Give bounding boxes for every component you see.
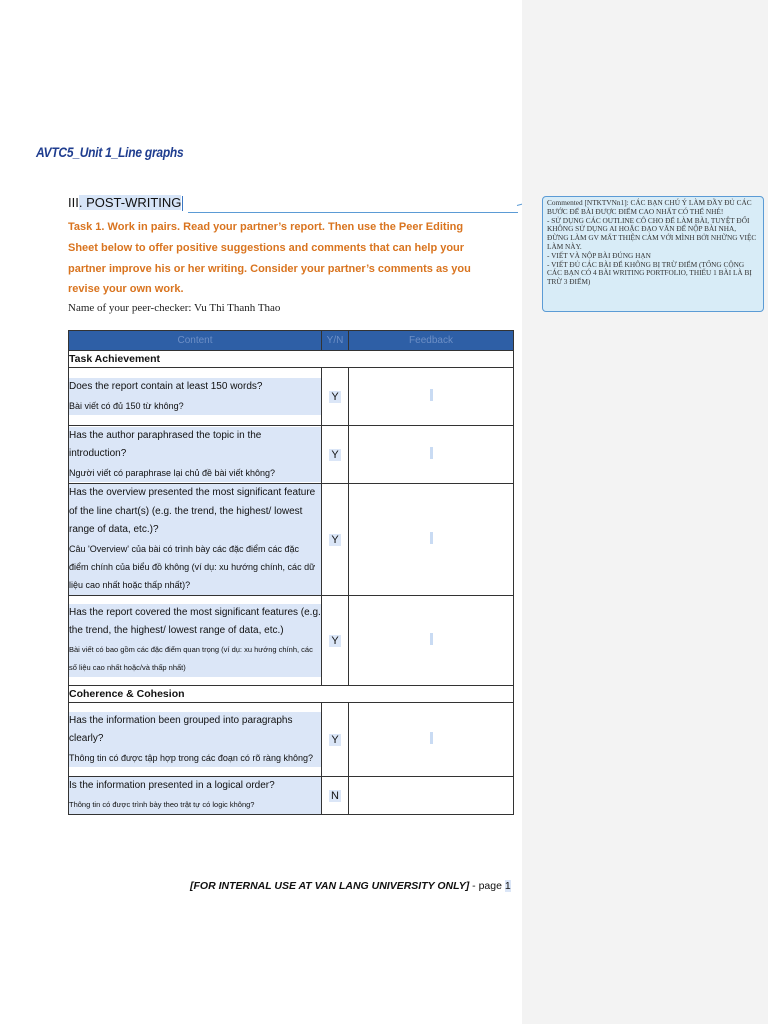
criterion-vi: Bài viết có bao gồm các đặc điểm quan trọng (ví dụ: xu hướng chính, các số liệu cao nhất hoặc/và thấp nhất) — [69, 641, 321, 678]
yn-cell[interactable] — [322, 703, 349, 777]
table-header-row — [69, 331, 514, 351]
criterion-en: Has the overview presented the most significant feature of the line chart(s) (e.g. the trend, the highest/ lowest range of data, etc.)? — [69, 484, 321, 539]
peer-editing-table — [68, 330, 514, 815]
document-title: AVTC5_Unit 1_Line graphs — [36, 144, 184, 160]
table-row — [69, 368, 514, 426]
yn-value: Y — [331, 634, 339, 647]
criterion-vi: Câu 'Overview' của bài có trình bày các đặc điểm các đặc điểm chính của biểu đồ không (ví dụ: xu hướng chính, các dữ liệu cao nhất hoặc thấp nhất)? — [69, 540, 321, 595]
section-prefix: III — [68, 195, 79, 210]
table-row — [69, 596, 514, 686]
criterion-en: Does the report contain at least 150 words? — [69, 378, 321, 396]
criterion-en: Has the author paraphrased the topic in the introduction? — [69, 427, 321, 464]
content-cell[interactable] — [69, 426, 322, 484]
comment-balloon[interactable] — [542, 196, 764, 312]
content-cell[interactable] — [69, 777, 322, 815]
feedback-cell[interactable] — [349, 703, 514, 777]
yn-cell[interactable] — [322, 368, 349, 426]
feedback-cell[interactable] — [349, 426, 514, 484]
yn-cell[interactable] — [322, 596, 349, 686]
yn-value: Y — [331, 448, 339, 461]
page-footer — [190, 880, 511, 892]
footer-page-label: - page — [469, 880, 505, 892]
criterion-en: Has the report covered the most significant features (e.g. the trend, the highest/ lowest range of data, etc.) — [69, 604, 321, 641]
comment-anchor-line — [188, 212, 518, 213]
text-cursor — [182, 196, 183, 211]
feedback-placeholder — [430, 532, 433, 544]
criterion-en: Is the information presented in a logical order? — [69, 777, 321, 795]
criterion-vi: Thông tin có được trình bày theo trật tự có logic không? — [69, 796, 321, 814]
content-cell[interactable] — [69, 596, 322, 686]
section-heading[interactable] — [68, 195, 184, 211]
section-row-task-achievement — [69, 351, 514, 368]
comment-line: - SỬ DỤNG CÁC OUTLINE CÔ CHO ĐỂ LÀM BÀI, TUYỆT ĐỐI KHÔNG SỬ DỤNG AI HOẶC ĐẠO VĂN ĐỂ NỘP BÀI NHA, ĐỪNG LÀM GV MẤT THIỆN CẢM VỚI MÌNH BỞI NHỮNG VIỆC LÀM NÀY. — [547, 215, 759, 251]
header-content: Content — [69, 331, 322, 351]
feedback-cell[interactable] — [349, 484, 514, 596]
yn-value: Y — [331, 533, 339, 546]
task-instructions: Task 1. Work in pairs. Read your partner’s report. Then use the Peer Editing Sheet below to offer positive suggestions and comments that can help your partner improve his or her writing. Consider your partner’s comments as you revise your own work. — [68, 221, 471, 296]
table-row — [69, 426, 514, 484]
comments-margin-pane — [522, 0, 768, 1024]
criterion-en: Has the information been grouped into paragraphs clearly? — [69, 712, 321, 749]
feedback-placeholder — [430, 389, 433, 401]
table-row — [69, 777, 514, 815]
comment-line: - VIẾT ĐỦ CÁC BÀI ĐỂ KHÔNG BỊ TRỪ ĐIỂM (TỔNG CỘNG CÁC BẠN CÓ 4 BÀI WRITING PORTFOLIO, THIẾU 1 BÀI LÀ BỊ TRỪ 3 ĐIỂM) — [547, 259, 754, 287]
feedback-placeholder — [430, 633, 433, 645]
footer-text: [FOR INTERNAL USE AT VAN LANG UNIVERSITY ONLY] — [190, 880, 470, 892]
feedback-cell[interactable] — [349, 777, 514, 815]
criterion-vi: Bài viết có đủ 150 từ không? — [69, 397, 321, 415]
feedback-placeholder — [430, 732, 433, 744]
footer-page-number: 1 — [504, 880, 511, 892]
feedback-placeholder — [430, 447, 433, 459]
yn-cell[interactable] — [322, 484, 349, 596]
content-cell[interactable] — [69, 484, 322, 596]
yn-cell[interactable] — [322, 426, 349, 484]
header-feedback: Feedback — [349, 331, 514, 351]
feedback-cell[interactable] — [349, 596, 514, 686]
section-title-cell: Coherence & Cohesion — [69, 686, 514, 703]
table-row — [69, 484, 514, 596]
criterion-vi: Thông tin có được tập hợp trong các đoạn có rõ ràng không? — [69, 749, 321, 767]
comment-line: - VIẾT VÀ NỘP BÀI ĐÚNG HẠN — [547, 250, 651, 260]
table-row — [69, 703, 514, 777]
content-cell[interactable] — [69, 703, 322, 777]
feedback-cell[interactable] — [349, 368, 514, 426]
content-cell[interactable] — [69, 368, 322, 426]
yn-value: Y — [331, 733, 339, 746]
header-yn: Y/N — [322, 331, 349, 351]
criterion-vi: Người viết có paraphrase lại chủ đề bài viết không? — [69, 464, 321, 482]
peer-checker-name[interactable]: Name of your peer-checker: Vu Thi Thanh Thao — [68, 302, 281, 314]
section-title: . POST-WRITING — [78, 195, 182, 210]
comment-header: Commented [NTKTVNn1]: CÁC BẠN CHÚ Ý LÀM ĐẦY ĐỦ CÁC BƯỚC ĐỂ BÀI ĐƯỢC ĐIỂM CAO NHẤT CÓ THỂ NHÉ! — [547, 198, 754, 216]
yn-cell[interactable] — [322, 777, 349, 815]
yn-value: N — [331, 789, 339, 802]
section-row-coherence-cohesion — [69, 686, 514, 703]
yn-value: Y — [331, 390, 339, 403]
section-title-cell: Task Achievement — [69, 351, 514, 368]
